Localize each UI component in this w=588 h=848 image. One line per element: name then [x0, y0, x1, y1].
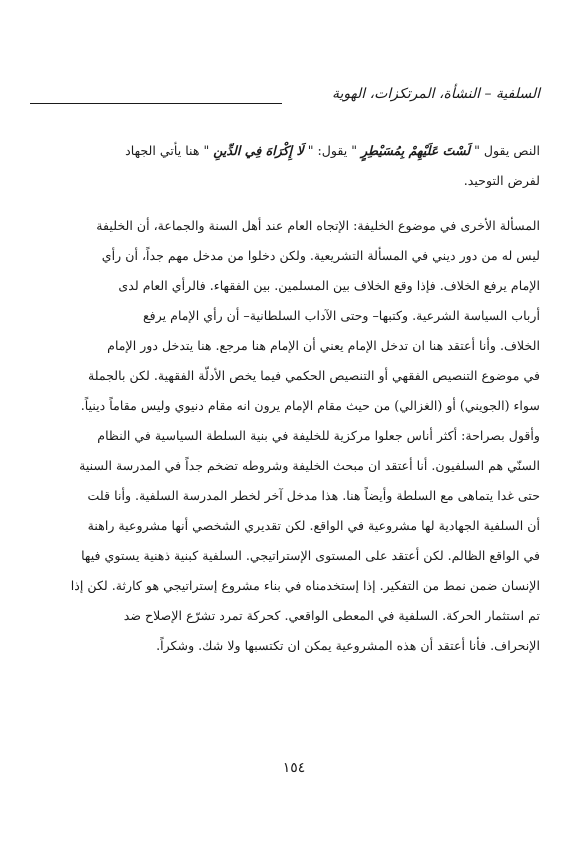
- text-line: [30, 511, 540, 541]
- text-line: [30, 211, 540, 241]
- text-span: ليس له من دور ديني في المسألة التشريعية. ولكن دخلوا من مدخل مهم جداً، أن رأي: [101, 248, 540, 263]
- text-span: النص يقول ": [470, 143, 540, 158]
- header-rule-line: [30, 103, 282, 104]
- text-line: [30, 331, 540, 361]
- text-span: الإنحراف. فأنا أعتقد أن هذه المشروعية يمكن ان تكتسبها ولا شك. وشكراً.: [156, 638, 540, 653]
- text-line: [30, 631, 540, 661]
- text-span: الخلاف. وأنا أعتقد هنا ان تدخل الإمام يعني أن الإمام هنا مرجع. هنا يتدخل دور الإمام: [107, 338, 540, 353]
- text-span: في موضوع التنصيص الفقهي أو التنصيص الحكمي فيما يخص الأدلّة الفقهية. لكن بالجملة: [87, 368, 540, 383]
- text-line: [30, 601, 540, 631]
- quranic-quote: لَا إِكْرَاهَ فِي الدِّينِ: [213, 143, 304, 158]
- body-text: [30, 136, 540, 661]
- text-line: [30, 271, 540, 301]
- paragraph-gap: [30, 196, 540, 211]
- text-line: [30, 451, 540, 481]
- text-span: " يقول: ": [303, 143, 362, 158]
- quranic-quote: لَسْتَ عَلَيْهِمْ بِمُسَيْطِرٍ: [361, 143, 471, 158]
- text-line: [30, 391, 540, 421]
- text-span: لفرض التوحيد.: [463, 173, 540, 188]
- text-line: [30, 301, 540, 331]
- text-line: [30, 166, 540, 196]
- running-header: [30, 86, 540, 112]
- running-title: السلفية – النشأة، المرتكزات، الهوية: [331, 86, 540, 102]
- text-span: وأقول بصراحة: أكثر أناس جعلوا مركزية للخليفة في بنية السلطة السياسية في النظام: [97, 428, 540, 443]
- text-line: [30, 571, 540, 601]
- text-span: أرباب السياسة الشرعية. وكتبها– وحتى الآداب السلطانية– أن رأي الإمام يرفع: [142, 308, 540, 323]
- text-span: المسألة الأخرى في موضوع الخليفة: الإتجاه العام عند أهل السنة والجماعة، أن الخليفة: [96, 218, 540, 233]
- text-span: في الواقع الظالم. لكن أعتقد على المستوى الإستراتيجي. السلفية كبنية ذهنية يستوي فيها: [81, 548, 540, 563]
- text-line: [30, 241, 540, 271]
- page-number: ١٥٤: [282, 760, 306, 776]
- text-span: السنّي هم السلفيون. أنا أعتقد ان مبحث الخليفة وشروطه تضخم جداً في المدرسة السنية: [79, 458, 540, 473]
- text-span: أن السلفية الجهادية لها مشروعية في الواقع. لكن تقديري الشخصي أنها مشروعية راهنة: [87, 518, 540, 533]
- text-span: الإنسان ضمن نمط من التفكير. إذا إستخدمناه في بناء مشروع إستراتيجي هو كارثة. لكن إذا: [70, 578, 540, 593]
- text-span: سواء (الجويني) أو (الغزالي) من حيث مقام الإمام يرون انه مقام دنيوي وليس مقاماً دينياً.: [80, 398, 540, 413]
- text-line: [30, 361, 540, 391]
- text-span: " هنا يأتي الجهاد: [125, 143, 214, 158]
- text-span: حتى غدا يتماهى مع السلطة وأيضاً هنا. هذا مدخل آخر لخطر المدرسة السلفية. وأنا قلت: [87, 488, 540, 503]
- text-line: [30, 541, 540, 571]
- text-span: الإمام يرفع الخلاف. فإذا وقع الخلاف بين المسلمين. بين الفقهاء. فالرأي العام لدى: [118, 278, 540, 293]
- text-line: [30, 136, 540, 166]
- text-line: [30, 421, 540, 451]
- text-span: تم استثمار الحركة. السلفية في المعطى الواقعي. كحركة تمرد تشرّع الإصلاح ضد: [123, 608, 540, 623]
- text-line: [30, 481, 540, 511]
